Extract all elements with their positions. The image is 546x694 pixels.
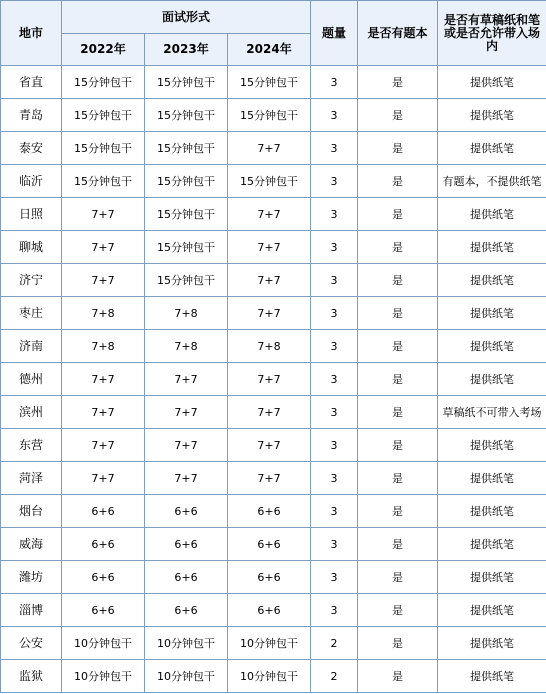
table-row: [1, 132, 546, 165]
cell-2024: 7+7: [228, 462, 311, 495]
cell-city: 日照: [1, 198, 62, 231]
cell-booklet: 是: [358, 297, 438, 330]
table-row: [1, 264, 546, 297]
table-row: [1, 462, 546, 495]
cell-paper: 提供纸笔: [438, 264, 546, 297]
cell-city: 聊城: [1, 231, 62, 264]
header-paper: 是否有草稿纸和笔或是否允许带入场内: [438, 1, 546, 66]
cell-2022: 7+7: [62, 429, 145, 462]
cell-2023: 15分钟包干: [145, 165, 228, 198]
cell-paper: 提供纸笔: [438, 66, 546, 99]
cell-2022: 7+7: [62, 396, 145, 429]
cell-2022: 6+6: [62, 594, 145, 627]
cell-2024: 6+6: [228, 528, 311, 561]
cell-booklet: 是: [358, 627, 438, 660]
cell-booklet: 是: [358, 132, 438, 165]
cell-city: 威海: [1, 528, 62, 561]
cell-paper: 提供纸笔: [438, 627, 546, 660]
cell-2024: 10分钟包干: [228, 660, 311, 693]
cell-2023: 15分钟包干: [145, 99, 228, 132]
cell-2023: 7+7: [145, 429, 228, 462]
cell-2022: 15分钟包干: [62, 132, 145, 165]
cell-booklet: 是: [358, 363, 438, 396]
cell-count: 2: [311, 627, 358, 660]
cell-city: 监狱: [1, 660, 62, 693]
cell-city: 公安: [1, 627, 62, 660]
cell-booklet: 是: [358, 198, 438, 231]
cell-2022: 7+7: [62, 231, 145, 264]
cell-booklet: 是: [358, 561, 438, 594]
cell-2022: 7+7: [62, 363, 145, 396]
cell-city: 省直: [1, 66, 62, 99]
cell-booklet: 是: [358, 165, 438, 198]
cell-city: 滨州: [1, 396, 62, 429]
cell-2023: 7+7: [145, 363, 228, 396]
cell-2022: 15分钟包干: [62, 99, 145, 132]
cell-paper: 提供纸笔: [438, 132, 546, 165]
cell-city: 泰安: [1, 132, 62, 165]
cell-paper: 提供纸笔: [438, 462, 546, 495]
cell-count: 3: [311, 264, 358, 297]
cell-booklet: 是: [358, 495, 438, 528]
table-row: [1, 396, 546, 429]
cell-2023: 6+6: [145, 528, 228, 561]
table-row: [1, 429, 546, 462]
table-header: [1, 1, 546, 66]
cell-paper: 提供纸笔: [438, 495, 546, 528]
cell-count: 3: [311, 462, 358, 495]
cell-2024: 6+6: [228, 561, 311, 594]
cell-booklet: 是: [358, 660, 438, 693]
header-row-top: [1, 1, 546, 34]
cell-paper: 提供纸笔: [438, 231, 546, 264]
table-row: [1, 660, 546, 693]
cell-city: 枣庄: [1, 297, 62, 330]
cell-2023: 15分钟包干: [145, 264, 228, 297]
cell-2022: 7+7: [62, 462, 145, 495]
table-row: [1, 165, 546, 198]
cell-booklet: 是: [358, 462, 438, 495]
cell-2024: 7+7: [228, 198, 311, 231]
cell-2024: 7+7: [228, 396, 311, 429]
cell-2023: 6+6: [145, 594, 228, 627]
cell-count: 3: [311, 132, 358, 165]
cell-2024: 6+6: [228, 495, 311, 528]
cell-2023: 7+7: [145, 462, 228, 495]
cell-2023: 7+8: [145, 330, 228, 363]
table-row: [1, 528, 546, 561]
cell-2023: 15分钟包干: [145, 231, 228, 264]
cell-2023: 10分钟包干: [145, 660, 228, 693]
cell-count: 3: [311, 330, 358, 363]
cell-booklet: 是: [358, 528, 438, 561]
cell-count: 3: [311, 429, 358, 462]
table-row: [1, 99, 546, 132]
cell-booklet: 是: [358, 264, 438, 297]
table-body: [1, 66, 546, 693]
cell-2024: 15分钟包干: [228, 66, 311, 99]
cell-booklet: 是: [358, 594, 438, 627]
cell-2022: 6+6: [62, 528, 145, 561]
cell-paper: 提供纸笔: [438, 330, 546, 363]
header-format: 面试形式: [62, 1, 311, 34]
cell-count: 3: [311, 165, 358, 198]
cell-count: 3: [311, 528, 358, 561]
cell-city: 菏泽: [1, 462, 62, 495]
cell-2022: 10分钟包干: [62, 660, 145, 693]
table-row: [1, 330, 546, 363]
cell-count: 3: [311, 495, 358, 528]
cell-count: 3: [311, 198, 358, 231]
cell-2023: 7+7: [145, 396, 228, 429]
cell-paper: 提供纸笔: [438, 528, 546, 561]
header-city: 地市: [1, 1, 62, 66]
cell-2024: 7+8: [228, 330, 311, 363]
table-row: [1, 297, 546, 330]
table-row: [1, 363, 546, 396]
cell-count: 3: [311, 363, 358, 396]
table-row: [1, 231, 546, 264]
cell-2022: 7+8: [62, 330, 145, 363]
cell-paper: 提供纸笔: [438, 594, 546, 627]
cell-2024: 10分钟包干: [228, 627, 311, 660]
cell-count: 3: [311, 594, 358, 627]
cell-2022: 15分钟包干: [62, 165, 145, 198]
header-count: 题量: [311, 1, 358, 66]
cell-count: 2: [311, 660, 358, 693]
cell-paper: 提供纸笔: [438, 561, 546, 594]
table-row: [1, 495, 546, 528]
cell-city: 德州: [1, 363, 62, 396]
cell-2022: 10分钟包干: [62, 627, 145, 660]
cell-2023: 10分钟包干: [145, 627, 228, 660]
table-row: [1, 561, 546, 594]
cell-2024: 7+7: [228, 363, 311, 396]
cell-booklet: 是: [358, 99, 438, 132]
cell-2023: 15分钟包干: [145, 198, 228, 231]
cell-2022: 6+6: [62, 561, 145, 594]
cell-booklet: 是: [358, 429, 438, 462]
cell-2023: 6+6: [145, 561, 228, 594]
cell-count: 3: [311, 561, 358, 594]
cell-paper: 提供纸笔: [438, 429, 546, 462]
table-row: [1, 66, 546, 99]
table-row: [1, 198, 546, 231]
cell-2023: 7+8: [145, 297, 228, 330]
cell-2024: 6+6: [228, 594, 311, 627]
cell-city: 潍坊: [1, 561, 62, 594]
cell-city: 济宁: [1, 264, 62, 297]
cell-paper: 提供纸笔: [438, 297, 546, 330]
cell-2024: 15分钟包干: [228, 99, 311, 132]
cell-2024: 15分钟包干: [228, 165, 311, 198]
cell-2024: 7+7: [228, 264, 311, 297]
header-booklet: 是否有题本: [358, 1, 438, 66]
cell-paper: 提供纸笔: [438, 660, 546, 693]
cell-city: 东营: [1, 429, 62, 462]
cell-booklet: 是: [358, 66, 438, 99]
cell-paper: 提供纸笔: [438, 363, 546, 396]
cell-booklet: 是: [358, 330, 438, 363]
cell-paper: 有题本，不提供纸笔: [438, 165, 546, 198]
cell-2023: 15分钟包干: [145, 66, 228, 99]
cell-2022: 15分钟包干: [62, 66, 145, 99]
cell-2022: 7+8: [62, 297, 145, 330]
header-year-2024: 2024年: [228, 34, 311, 66]
cell-count: 3: [311, 66, 358, 99]
cell-2024: 7+7: [228, 429, 311, 462]
cell-count: 3: [311, 231, 358, 264]
cell-2023: 6+6: [145, 495, 228, 528]
cell-paper: 提供纸笔: [438, 198, 546, 231]
cell-2022: 7+7: [62, 198, 145, 231]
header-year-2022: 2022年: [62, 34, 145, 66]
cell-count: 3: [311, 396, 358, 429]
cell-count: 3: [311, 99, 358, 132]
cell-2022: 6+6: [62, 495, 145, 528]
cell-city: 淄博: [1, 594, 62, 627]
cell-2023: 15分钟包干: [145, 132, 228, 165]
cell-2024: 7+7: [228, 132, 311, 165]
cell-count: 3: [311, 297, 358, 330]
header-year-2023: 2023年: [145, 34, 228, 66]
table-row: [1, 594, 546, 627]
cell-city: 临沂: [1, 165, 62, 198]
cell-2022: 7+7: [62, 264, 145, 297]
cell-paper: 提供纸笔: [438, 99, 546, 132]
cell-booklet: 是: [358, 231, 438, 264]
cell-city: 济南: [1, 330, 62, 363]
cell-city: 烟台: [1, 495, 62, 528]
cell-2024: 7+7: [228, 297, 311, 330]
table-row: [1, 627, 546, 660]
cell-paper: 草稿纸不可带入考场: [438, 396, 546, 429]
cell-2024: 7+7: [228, 231, 311, 264]
cell-booklet: 是: [358, 396, 438, 429]
cell-city: 青岛: [1, 99, 62, 132]
